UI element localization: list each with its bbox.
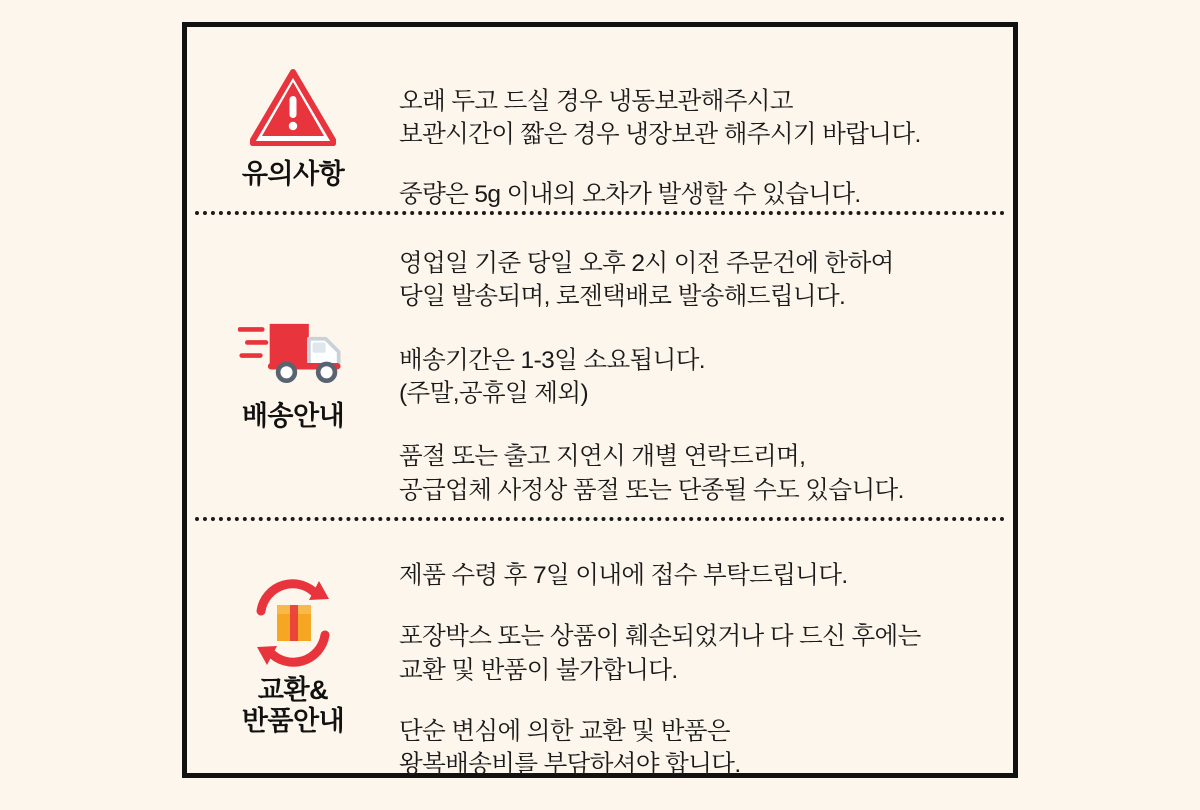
delivery-truck-icon bbox=[238, 303, 348, 395]
notice-text-column bbox=[399, 55, 1013, 211]
warning-triangle-icon bbox=[238, 61, 348, 153]
section-exchange bbox=[187, 521, 1013, 810]
notice-paragraph-1: 오래 두고 드실 경우 냉동보관해주시고 보관시간이 짧은 경우 냉장보관 해주시기 바랍니다. bbox=[399, 88, 921, 149]
notice-label: 유의사항 bbox=[241, 159, 345, 189]
exchange-paragraph-3: 단순 변심에 의한 교환 및 반품은 왕복배송비를 부담하셔야 합니다. bbox=[399, 717, 741, 779]
exchange-icon-column bbox=[187, 539, 399, 737]
shipping-paragraph-1: 영업일 기준 당일 오후 2시 이전 주문건에 한하여 당일 발송되며, 로젠택배로 발송해드립니다. bbox=[399, 249, 894, 311]
section-shipping bbox=[187, 215, 1013, 517]
notice-paragraph-2: 중량은 5g 이내의 오차가 발생할 수 있습니다. bbox=[399, 180, 861, 208]
exchange-text-column bbox=[399, 539, 1013, 810]
shipping-icon-column bbox=[187, 225, 399, 432]
exchange-paragraph-2: 포장박스 또는 상품이 훼손되었거나 다 드신 후에는 교환 및 반품이 불가합니다. bbox=[399, 623, 921, 684]
exchange-label: 교환& 반품안내 bbox=[241, 674, 345, 736]
info-panel bbox=[182, 22, 1018, 778]
notice-icon-column bbox=[187, 55, 399, 190]
shipping-paragraph-2: 배송기간은 1-3일 소요됩니다. (주말,공휴일 제외) bbox=[399, 346, 705, 407]
shipping-paragraph-3: 품절 또는 출고 지연시 개별 연락드리며, 공급업체 사정상 품절 또는 단종될 수도 있습니다. bbox=[399, 443, 904, 504]
return-box-arrows-icon bbox=[238, 577, 348, 669]
exchange-paragraph-1: 제품 수령 후 7일 이내에 접수 부탁드립니다. bbox=[399, 561, 848, 589]
section-notice bbox=[187, 27, 1013, 211]
shipping-text-column bbox=[399, 225, 1013, 537]
shipping-label: 배송안내 bbox=[241, 400, 345, 431]
